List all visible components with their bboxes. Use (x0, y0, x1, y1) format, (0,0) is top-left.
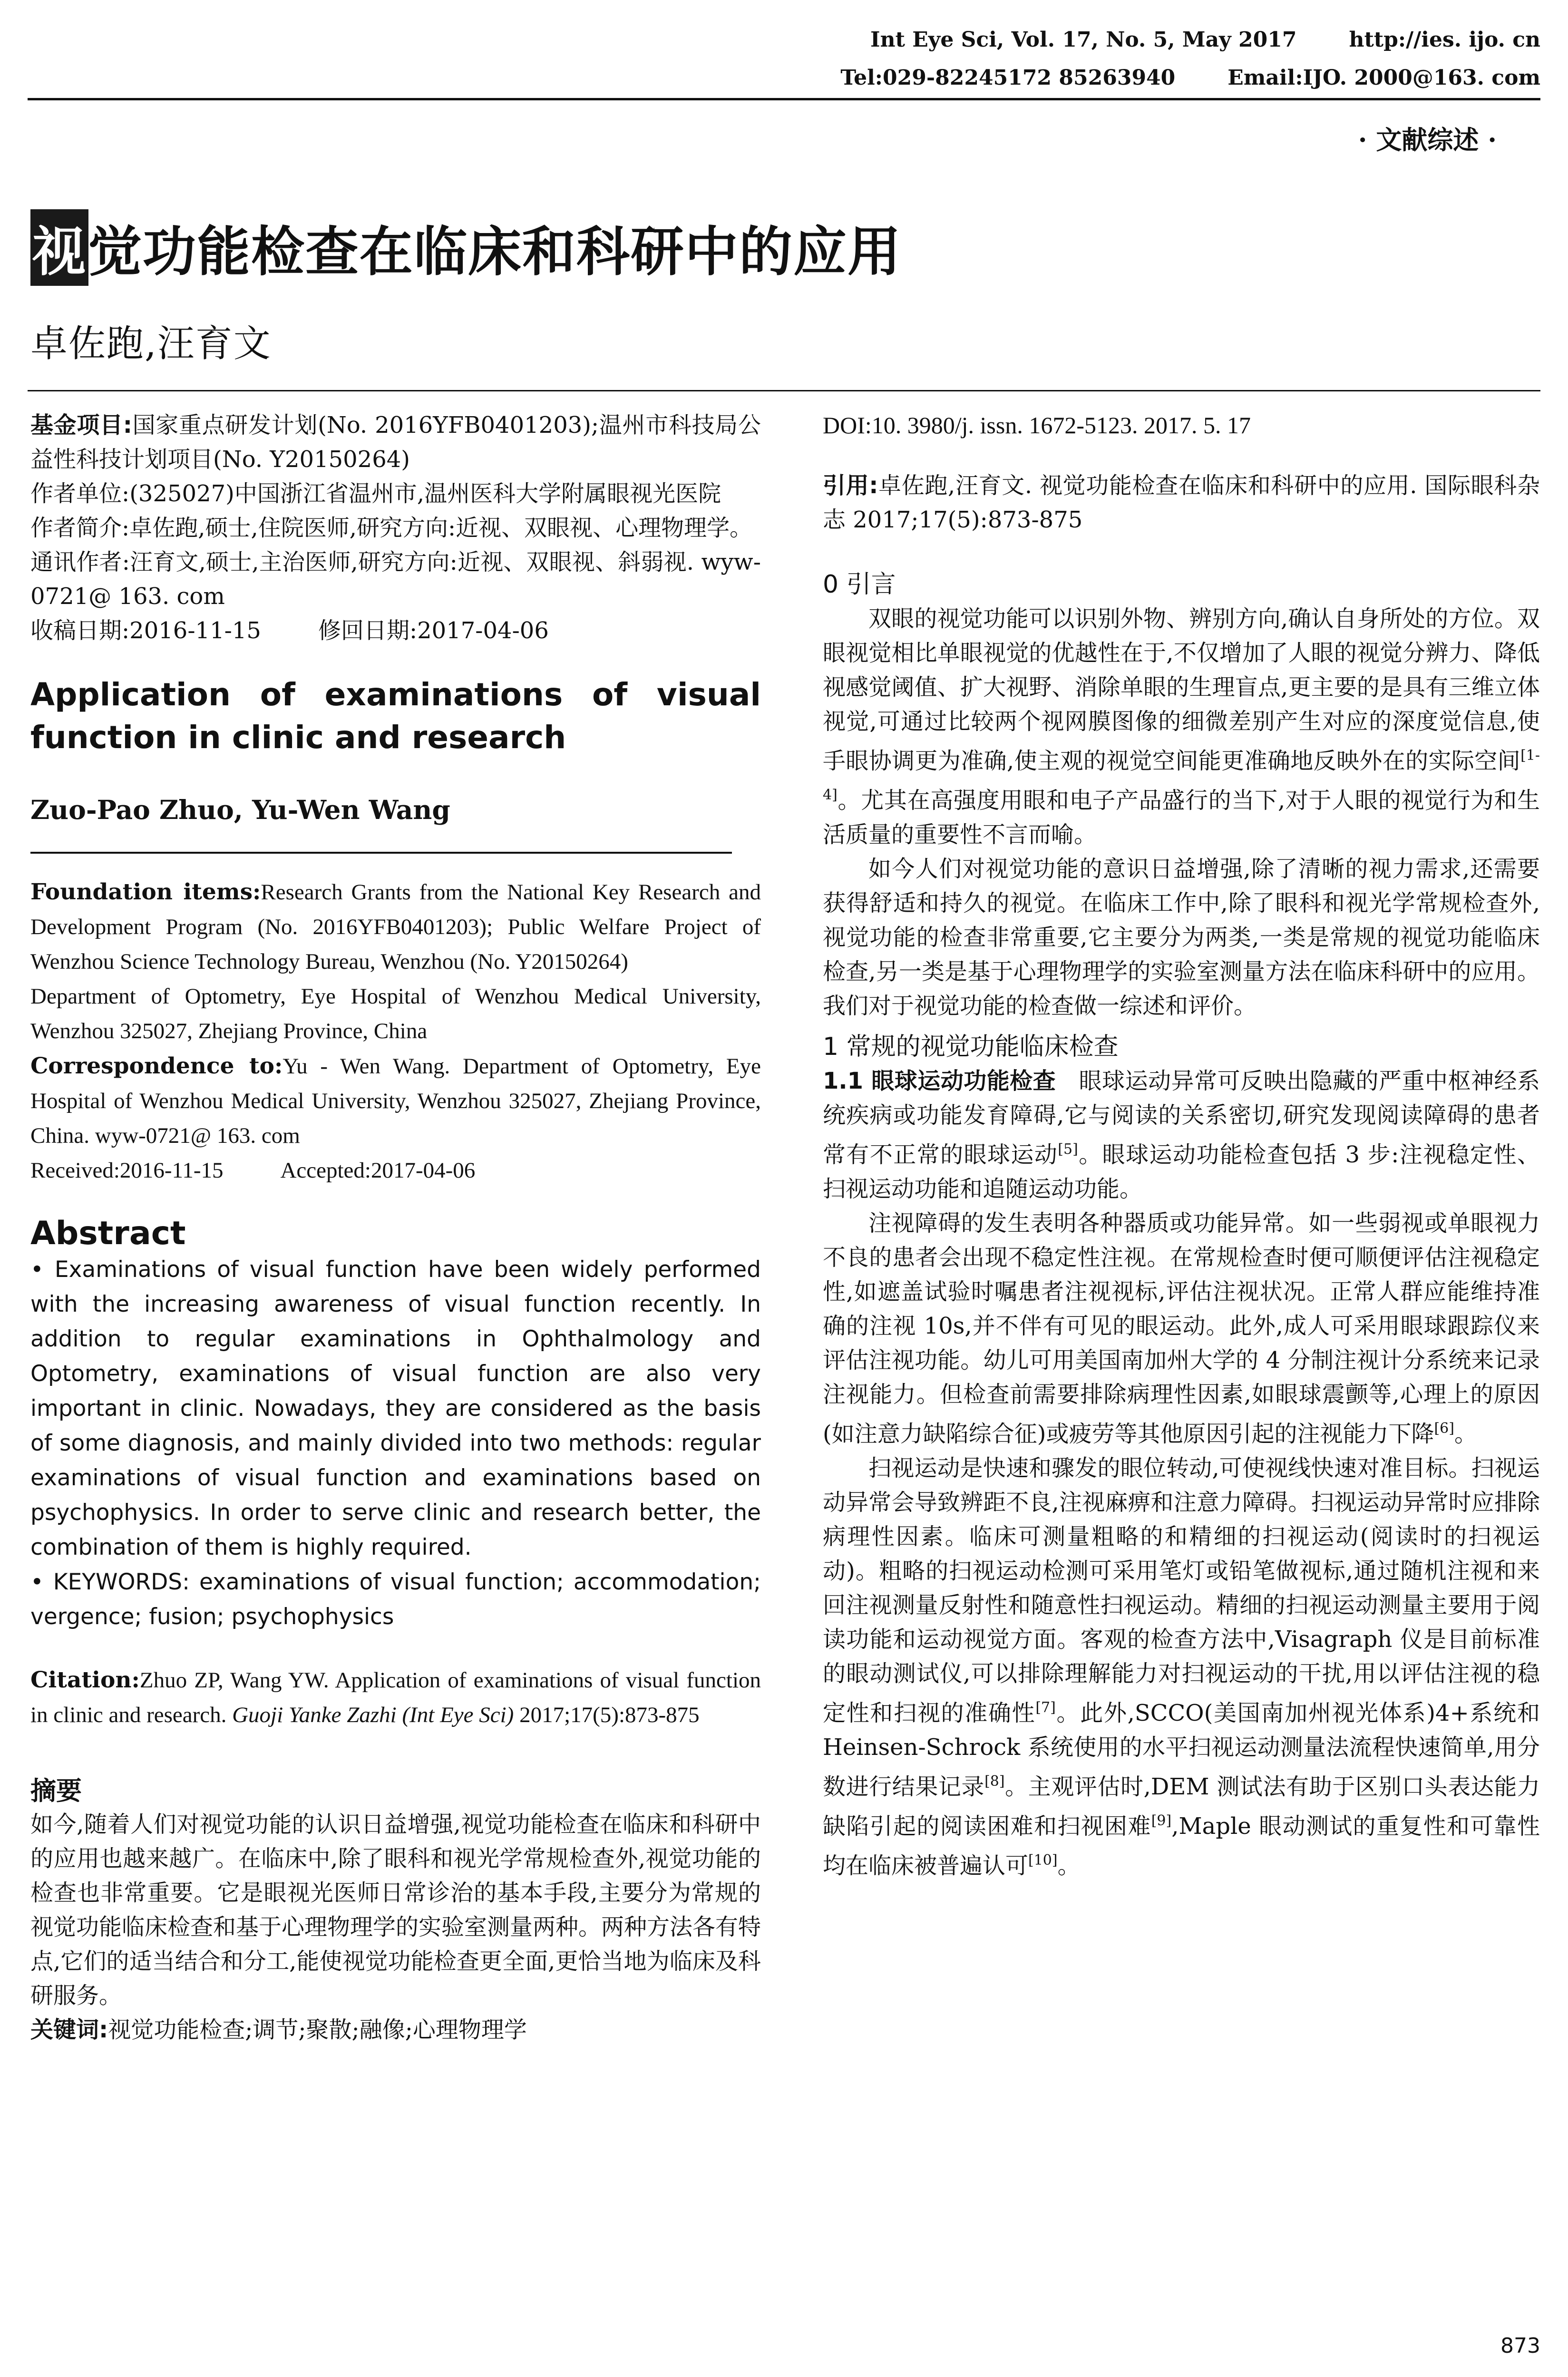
paragraph-1: 双眼的视觉功能可以识别外物、辨别方向,确认自身所处的方位。双眼视觉相比单眼视觉的优越性在于,不仅增加了人眼的视觉分辨力、降低视感觉阈值、扩大视野、消除单眼的生理盲点,更主要的是具有三维立体视觉,可通过比较两个视网膜图像的细微差别产生对应的深度觉信息,使手眼协调更为准确,使主观的视觉空间能更准确地反映外在的实际空间[1-4]。尤其在高强度用眼和电子产品盛行的当下,对于人眼的视觉行为和生活质量的重要性不言而喻。 (823, 605, 1540, 848)
left-column (30, 408, 761, 2047)
paragraph-2: 如今人们对视觉功能的意识日益增强,除了清晰的视力需求,还需要获得舒适和持久的视觉。在临床工作中,除了眼科和视光学常规检查外,视觉功能的检查非常重要,它主要分为两类,一类是常规的视觉功能临床检查,另一类是基于心理物理学的实验室测量方法在临床科研中的应用。我们对于视觉功能的检查做一综述和评价。 (823, 856, 1540, 1019)
unit-zh: 作者单位:(325027)中国浙江省温州市,温州医科大学附属眼视光医院 (30, 480, 721, 507)
dates-zh: 收稿日期:2016-11-15 修回日期:2017-04-06 (30, 617, 549, 644)
english-title: Application of examinations of visual function in clinic and research (30, 676, 761, 756)
journal-header-line-1 (870, 28, 1540, 52)
journal-header-line-2 (840, 66, 1540, 90)
journal-url[interactable]: http://ies. ijo. cn (1349, 28, 1540, 52)
section-0-heading: 0 引言 (823, 570, 896, 599)
journal-tel: Tel:029-82245172 85263940 (840, 66, 1176, 90)
title-rule (28, 390, 1540, 391)
article-meta-zh (30, 408, 761, 648)
foundation-en: Foundation items:Research Grants from the National Key Research and Development Program (No. 2016YFB0401203); Public Welfare Project of Wenzhou Science Technology Bureau, Wenzhou (No. Y20150264) (30, 879, 761, 974)
authors-zh: 卓佐跑,汪育文 (30, 322, 272, 365)
abstract-zh: 如今,随着人们对视觉功能的认识日益增强,视觉功能检查在临床和科研中的应用也越来越广。在临床中,除了眼科和视光学常规检查外,视觉功能的检查也非常重要。它是眼视光医师日常诊治的基本手段,主要分为常规的视觉功能临床检查和基于心理物理学的实验室测量两种。两种方法各有特点,它们的适当结合和分工,能使视觉功能检查更全面,更恰当地为临床及科研服务。 (30, 1811, 761, 2009)
section-1-heading: 1 常规的视觉功能临床检查 (823, 1033, 1119, 1061)
abstract-heading: Abstract (30, 1215, 186, 1252)
paragraph-3: 1.1 眼球运动功能检查 眼球运动异常可反映出隐藏的严重中枢神经系统疾病或功能发育障碍,它与阅读的关系密切,研究发现阅读障碍的患者常有不正常的眼球运动[5]。眼球运动功能检查包括 3 步:注视稳定性、扫视运动功能和追随运动功能。 (823, 1068, 1540, 1202)
citation-en: Citation:Zhuo ZP, Wang YW. Application of examinations of visual function in clinic and research. Guoji Yanke Zazhi (Int Eye Sci) 2017;17(5):873-875 (30, 1667, 761, 1727)
cite-zh: 引用:卓佐跑,汪育文. 视觉功能检查在临床和科研中的应用. 国际眼科杂志 2017;17(5):873-875 (823, 472, 1540, 533)
bio-zh: 作者简介:卓佐跑,硕士,住院医师,研究方向:近视、双眼视、心理物理学。 (30, 515, 753, 541)
section-1-1-heading: 1.1 眼球运动功能检查 (823, 1068, 1056, 1094)
page-number: 873 (1500, 2334, 1540, 2358)
foundation-zh: 基金项目:国家重点研发计划(No. 2016YFB0401203);温州市科技局公益性科技计划项目(No. Y20150264) (30, 412, 761, 473)
journal-email[interactable]: Email:IJO. 2000@163. com (1227, 66, 1540, 90)
department-en: Department of Optometry, Eye Hospital of Wenzhou Medical University, Wenzhou 325027, Zhejiang Province, China (30, 984, 761, 1043)
paragraph-4: 注视障碍的发生表明各种器质或功能异常。如一些弱视或单眼视力不良的患者会出现不稳定性注视。在常规检查时便可顺便评估注视稳定性,如遮盖试验时嘱患者注视视标,评估注视状况。正常人群应能维持准确的注视 10s,并不伴有可见的眼运动。此外,成人可采用眼球跟踪仪来评估注视功能。幼儿可用美国南加州大学的 4 分制注视计分系统来记录注视能力。但检查前需要排除病理性因素,如眼球震颤等,心理上的原因(如注意力缺陷综合征)或疲劳等其他原因引起的注视能力下降[6]。 (823, 1210, 1540, 1447)
corr-zh: 通讯作者:汪育文,硕士,主治医师,研究方向:近视、双眼视、斜弱视. wyw-0721@ 163. com (30, 549, 761, 610)
abstract-zh-heading: 摘要 (30, 1776, 82, 1806)
journal-issue: Int Eye Sci, Vol. 17, No. 5, May 2017 (870, 28, 1297, 52)
keywords-zh: 关键词:视觉功能检查;调节;聚散;融像;心理物理学 (30, 2017, 527, 2043)
title-rest: 觉功能检查在临床和科研中的应用 (88, 221, 902, 283)
header-rule (28, 98, 1540, 100)
right-column (823, 408, 1540, 1883)
doi[interactable]: DOI:10. 3980/j. issn. 1672-5123. 2017. 5. 17 (823, 412, 1251, 438)
dates-en: Received:2016-11-15 Accepted:2017-04-06 (30, 1158, 476, 1183)
english-authors: Zuo-Pao Zhuo, Yu-Wen Wang (30, 794, 450, 825)
article-title (30, 209, 902, 286)
abstract-text: • Examinations of visual function have been widely performed with the increasing awareness of visual function recently. In addition to regular examinations in Ophthalmology and Optometry, examinations of visual function are also very important in clinic. Nowadays, they are considered as the basis of some diagnosis, and mainly divided into two methods: regular examinations of visual function and examinations based on psychophysics. In order to serve clinic and research better, the combination of them is highly required. (30, 1257, 761, 1560)
correspondence-en: Correspondence to:Yu - Wen Wang. Department of Optometry, Eye Hospital of Wenzhou Medical University, Wenzhou 325027, Zhejiang Province, China. wyw-0721@ 163. com (30, 1053, 761, 1148)
authors-rule (30, 852, 732, 854)
title-first-char: 视 (30, 209, 88, 286)
paragraph-5: 扫视运动是快速和骤发的眼位转动,可使视线快速对准目标。扫视运动异常会导致辨距不良,注视麻痹和注意力障碍。扫视运动异常时应排除病理性因素。临床可测量粗略的和精细的扫视运动(阅读时的扫视运动)。粗略的扫视运动检测可采用笔灯或铅笔做视标,通过随机注视和来回注视测量反射性和随意性扫视运动。精细的扫视运动测量主要用于阅读功能和运动视觉方面。客观的检查方法中,Visagraph 仪是目前标准的眼动测试仪,可以排除理解能力对扫视运动的干扰,用以评估注视的稳定性和扫视的准确性[7]。此外,SCCO(美国南加州视光体系)4+系统和 Heinsen-Schrock 系统使用的水平扫视运动测量法流程快速简单,用分数进行结果记录[8]。主观评估时,DEM 测试法有助于区别口头表达能力缺陷引起的阅读困难和扫视困难[9],Maple 眼动测试的重复性和可靠性均在临床被普遍认可[10]。 (823, 1455, 1540, 1879)
section-tag: · 文献综述 · (1358, 125, 1497, 155)
keywords-en: • KEYWORDS: examinations of visual function; accommodation; vergence; fusion; psychophysics (30, 1569, 761, 1630)
